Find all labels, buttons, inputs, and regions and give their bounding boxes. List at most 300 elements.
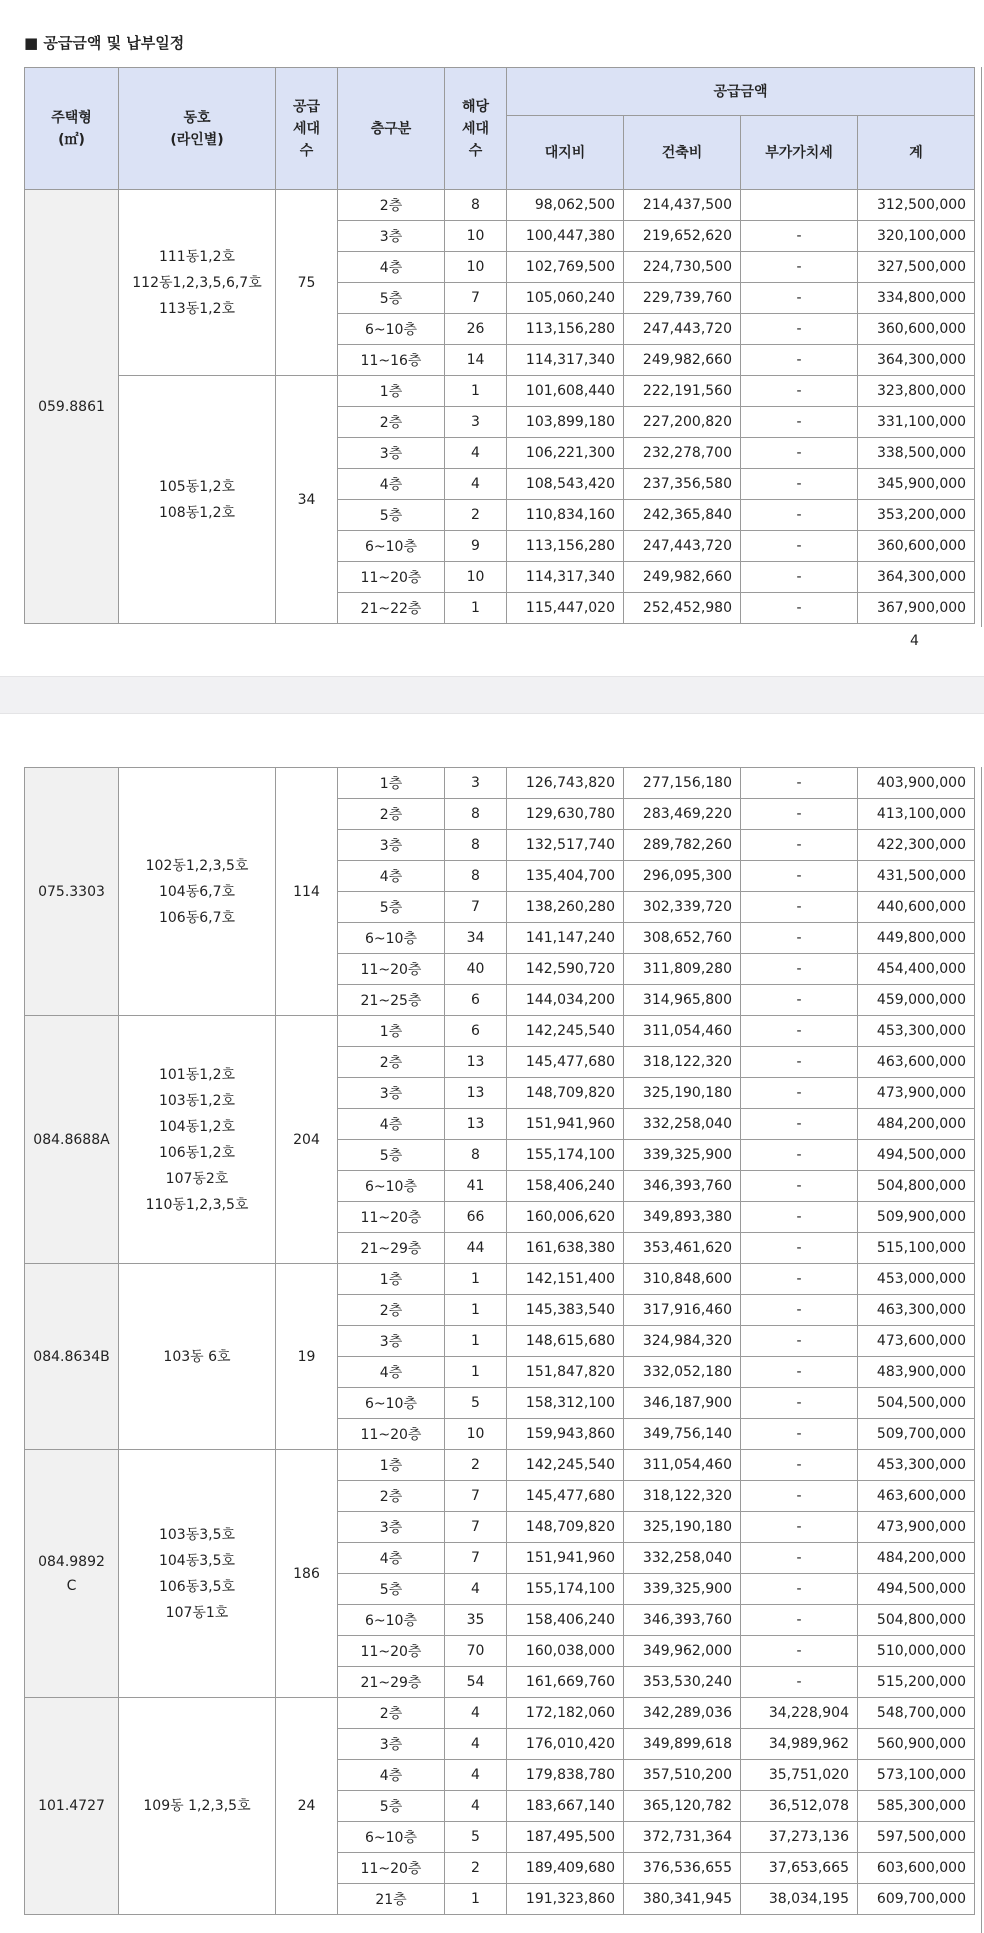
total-price-cell: 509,900,000 bbox=[858, 1202, 975, 1233]
floor-cell: 6~10층 bbox=[338, 1822, 445, 1853]
floor-cell: 3층 bbox=[338, 1512, 445, 1543]
floor-cell: 4층 bbox=[338, 1760, 445, 1791]
floor-cell: 3층 bbox=[338, 1078, 445, 1109]
land-price-cell: 158,406,240 bbox=[507, 1605, 624, 1636]
floor-cell: 4층 bbox=[338, 1357, 445, 1388]
floor-cell: 1층 bbox=[338, 1450, 445, 1481]
floor-units-cell: 44 bbox=[445, 1233, 507, 1264]
floor-units-cell: 35 bbox=[445, 1605, 507, 1636]
land-price-cell: 183,667,140 bbox=[507, 1791, 624, 1822]
land-price-cell: 191,323,860 bbox=[507, 1884, 624, 1915]
land-price-cell: 142,151,400 bbox=[507, 1264, 624, 1295]
land-price-cell: 148,709,820 bbox=[507, 1512, 624, 1543]
floor-units-cell: 10 bbox=[445, 1419, 507, 1450]
supply-price-table-page-2 bbox=[24, 767, 975, 1915]
floor-units-cell: 7 bbox=[445, 892, 507, 923]
floor-cell: 3층 bbox=[338, 438, 445, 469]
page-number: 4 bbox=[910, 633, 919, 649]
total-price-cell: 484,200,000 bbox=[858, 1543, 975, 1574]
land-price-cell: 145,477,680 bbox=[507, 1481, 624, 1512]
building-price-cell: 247,443,720 bbox=[624, 531, 741, 562]
vat-cell: - bbox=[741, 1512, 858, 1543]
vat-cell: - bbox=[741, 830, 858, 861]
floor-units-cell: 6 bbox=[445, 985, 507, 1016]
land-price-cell: 142,590,720 bbox=[507, 954, 624, 985]
building-price-cell: 349,962,000 bbox=[624, 1636, 741, 1667]
total-price-cell: 453,000,000 bbox=[858, 1264, 975, 1295]
floor-units-cell: 10 bbox=[445, 562, 507, 593]
vat-cell: - bbox=[741, 923, 858, 954]
building-price-cell: 247,443,720 bbox=[624, 314, 741, 345]
total-price-cell: 453,300,000 bbox=[858, 1450, 975, 1481]
building-price-cell: 380,341,945 bbox=[624, 1884, 741, 1915]
building-price-cell: 249,982,660 bbox=[624, 345, 741, 376]
floor-units-cell: 1 bbox=[445, 1295, 507, 1326]
building-price-cell: 224,730,500 bbox=[624, 252, 741, 283]
floor-cell: 5층 bbox=[338, 1574, 445, 1605]
land-price-cell: 110,834,160 bbox=[507, 500, 624, 531]
vat-cell: - bbox=[741, 252, 858, 283]
floor-units-cell: 3 bbox=[445, 407, 507, 438]
building-price-cell: 283,469,220 bbox=[624, 799, 741, 830]
floor-cell: 5층 bbox=[338, 1140, 445, 1171]
land-price-cell: 187,495,500 bbox=[507, 1822, 624, 1853]
total-price-cell: 454,400,000 bbox=[858, 954, 975, 985]
floor-units-cell: 1 bbox=[445, 1264, 507, 1295]
building-price-cell: 222,191,560 bbox=[624, 376, 741, 407]
vat-cell: - bbox=[741, 1295, 858, 1326]
floor-cell: 4층 bbox=[338, 1543, 445, 1574]
total-price-cell: 509,700,000 bbox=[858, 1419, 975, 1450]
floor-units-cell: 1 bbox=[445, 593, 507, 624]
land-price-cell: 106,221,300 bbox=[507, 438, 624, 469]
land-price-cell: 113,156,280 bbox=[507, 314, 624, 345]
land-price-cell: 138,260,280 bbox=[507, 892, 624, 923]
land-price-cell: 160,006,620 bbox=[507, 1202, 624, 1233]
land-price-cell: 102,769,500 bbox=[507, 252, 624, 283]
floor-cell: 21~25층 bbox=[338, 985, 445, 1016]
floor-units-cell: 66 bbox=[445, 1202, 507, 1233]
floor-units-cell: 1 bbox=[445, 376, 507, 407]
vat-cell: - bbox=[741, 562, 858, 593]
floor-units-cell: 2 bbox=[445, 500, 507, 531]
total-price-cell: 463,600,000 bbox=[858, 1047, 975, 1078]
vat-cell: - bbox=[741, 985, 858, 1016]
vat-cell: - bbox=[741, 1109, 858, 1140]
header-row bbox=[25, 68, 975, 116]
vat-cell: - bbox=[741, 1667, 858, 1698]
floor-cell: 11~20층 bbox=[338, 1202, 445, 1233]
dong-ho-cell: 105동1,2호 108동1,2호 bbox=[119, 376, 276, 624]
building-price-cell: 346,393,760 bbox=[624, 1605, 741, 1636]
building-price-cell: 324,984,320 bbox=[624, 1326, 741, 1357]
floor-cell: 11~20층 bbox=[338, 1419, 445, 1450]
vat-cell: 36,512,078 bbox=[741, 1791, 858, 1822]
vat-cell: - bbox=[741, 1326, 858, 1357]
land-price-cell: 176,010,420 bbox=[507, 1729, 624, 1760]
building-price-cell: 349,756,140 bbox=[624, 1419, 741, 1450]
floor-cell: 21~22층 bbox=[338, 593, 445, 624]
supply-price-table-page-1 bbox=[24, 67, 975, 624]
total-price-cell: 338,500,000 bbox=[858, 438, 975, 469]
building-price-cell: 317,916,460 bbox=[624, 1295, 741, 1326]
vat-cell: - bbox=[741, 345, 858, 376]
floor-units-cell: 1 bbox=[445, 1326, 507, 1357]
floor-cell: 1층 bbox=[338, 768, 445, 799]
floor-cell: 5층 bbox=[338, 892, 445, 923]
page-separator bbox=[0, 676, 984, 714]
supply-units-cell: 204 bbox=[276, 1016, 338, 1264]
header-land: 대지비 bbox=[507, 116, 624, 190]
building-price-cell: 332,258,040 bbox=[624, 1543, 741, 1574]
building-price-cell: 237,356,580 bbox=[624, 469, 741, 500]
vat-cell: 35,751,020 bbox=[741, 1760, 858, 1791]
land-price-cell: 189,409,680 bbox=[507, 1853, 624, 1884]
vat-cell: - bbox=[741, 1481, 858, 1512]
building-price-cell: 318,122,320 bbox=[624, 1481, 741, 1512]
header-supply-units: 공급 세대 수 bbox=[276, 68, 338, 190]
total-price-cell: 364,300,000 bbox=[858, 345, 975, 376]
total-price-cell: 331,100,000 bbox=[858, 407, 975, 438]
vat-cell: - bbox=[741, 1047, 858, 1078]
floor-cell: 5층 bbox=[338, 500, 445, 531]
land-price-cell: 114,317,340 bbox=[507, 345, 624, 376]
vat-cell: - bbox=[741, 531, 858, 562]
floor-cell: 6~10층 bbox=[338, 314, 445, 345]
floor-cell: 21층 bbox=[338, 1884, 445, 1915]
total-price-cell: 585,300,000 bbox=[858, 1791, 975, 1822]
floor-cell: 2층 bbox=[338, 190, 445, 221]
floor-cell: 4층 bbox=[338, 252, 445, 283]
supply-units-cell: 34 bbox=[276, 376, 338, 624]
vat-cell: - bbox=[741, 1450, 858, 1481]
supply-units-cell: 19 bbox=[276, 1264, 338, 1450]
floor-units-cell: 70 bbox=[445, 1636, 507, 1667]
total-price-cell: 327,500,000 bbox=[858, 252, 975, 283]
floor-units-cell: 4 bbox=[445, 1760, 507, 1791]
total-price-cell: 515,100,000 bbox=[858, 1233, 975, 1264]
total-price-cell: 312,500,000 bbox=[858, 190, 975, 221]
total-price-cell: 548,700,000 bbox=[858, 1698, 975, 1729]
total-price-cell: 463,600,000 bbox=[858, 1481, 975, 1512]
vat-cell: - bbox=[741, 1202, 858, 1233]
building-price-cell: 332,258,040 bbox=[624, 1109, 741, 1140]
land-price-cell: 151,847,820 bbox=[507, 1357, 624, 1388]
floor-cell: 4층 bbox=[338, 1109, 445, 1140]
floor-cell: 1층 bbox=[338, 376, 445, 407]
land-price-cell: 151,941,960 bbox=[507, 1543, 624, 1574]
land-price-cell: 148,709,820 bbox=[507, 1078, 624, 1109]
land-price-cell: 158,312,100 bbox=[507, 1388, 624, 1419]
supply-units-cell: 75 bbox=[276, 190, 338, 376]
vat-cell: - bbox=[741, 1357, 858, 1388]
vat-cell: - bbox=[741, 500, 858, 531]
header-total: 계 bbox=[858, 116, 975, 190]
floor-units-cell: 7 bbox=[445, 1481, 507, 1512]
floor-units-cell: 7 bbox=[445, 1543, 507, 1574]
building-price-cell: 227,200,820 bbox=[624, 407, 741, 438]
vat-cell: - bbox=[741, 861, 858, 892]
floor-cell: 6~10층 bbox=[338, 923, 445, 954]
vat-cell: 38,034,195 bbox=[741, 1884, 858, 1915]
land-price-cell: 129,630,780 bbox=[507, 799, 624, 830]
building-price-cell: 339,325,900 bbox=[624, 1574, 741, 1605]
floor-cell: 2층 bbox=[338, 799, 445, 830]
vat-cell: - bbox=[741, 1078, 858, 1109]
land-price-cell: 148,615,680 bbox=[507, 1326, 624, 1357]
building-price-cell: 353,530,240 bbox=[624, 1667, 741, 1698]
land-price-cell: 145,477,680 bbox=[507, 1047, 624, 1078]
building-price-cell: 311,054,460 bbox=[624, 1450, 741, 1481]
dong-ho-cell: 109동 1,2,3,5호 bbox=[119, 1698, 276, 1915]
table-edge-line bbox=[981, 767, 982, 1933]
building-price-cell: 229,739,760 bbox=[624, 283, 741, 314]
supply-units-cell: 186 bbox=[276, 1450, 338, 1698]
building-price-cell: 214,437,500 bbox=[624, 190, 741, 221]
building-price-cell: 318,122,320 bbox=[624, 1047, 741, 1078]
floor-units-cell: 10 bbox=[445, 252, 507, 283]
floor-cell: 6~10층 bbox=[338, 1388, 445, 1419]
building-price-cell: 310,848,600 bbox=[624, 1264, 741, 1295]
vat-cell: - bbox=[741, 283, 858, 314]
land-price-cell: 135,404,700 bbox=[507, 861, 624, 892]
floor-units-cell: 2 bbox=[445, 1450, 507, 1481]
floor-units-cell: 4 bbox=[445, 1698, 507, 1729]
floor-units-cell: 34 bbox=[445, 923, 507, 954]
vat-cell: - bbox=[741, 1419, 858, 1450]
header-house-type: 주택형 (㎡) bbox=[25, 68, 119, 190]
building-price-cell: 232,278,700 bbox=[624, 438, 741, 469]
table-row bbox=[25, 1264, 975, 1295]
floor-cell: 21~29층 bbox=[338, 1233, 445, 1264]
land-price-cell: 141,147,240 bbox=[507, 923, 624, 954]
section-title: ■ 공급금액 및 납부일정 bbox=[24, 34, 185, 52]
total-price-cell: 422,300,000 bbox=[858, 830, 975, 861]
building-price-cell: 302,339,720 bbox=[624, 892, 741, 923]
vat-cell: - bbox=[741, 1171, 858, 1202]
vat-cell: - bbox=[741, 954, 858, 985]
total-price-cell: 473,600,000 bbox=[858, 1326, 975, 1357]
total-price-cell: 364,300,000 bbox=[858, 562, 975, 593]
total-price-cell: 504,500,000 bbox=[858, 1388, 975, 1419]
floor-cell: 3층 bbox=[338, 830, 445, 861]
land-price-cell: 126,743,820 bbox=[507, 768, 624, 799]
floor-units-cell: 13 bbox=[445, 1078, 507, 1109]
floor-cell: 4층 bbox=[338, 469, 445, 500]
floor-units-cell: 8 bbox=[445, 190, 507, 221]
table-edge-line bbox=[981, 67, 982, 627]
total-price-cell: 360,600,000 bbox=[858, 314, 975, 345]
vat-cell: - bbox=[741, 892, 858, 923]
total-price-cell: 597,500,000 bbox=[858, 1822, 975, 1853]
vat-cell: - bbox=[741, 1388, 858, 1419]
supply-units-cell: 114 bbox=[276, 768, 338, 1016]
land-price-cell: 160,038,000 bbox=[507, 1636, 624, 1667]
vat-cell: - bbox=[741, 1543, 858, 1574]
vat-cell: - bbox=[741, 469, 858, 500]
total-price-cell: 609,700,000 bbox=[858, 1884, 975, 1915]
floor-units-cell: 7 bbox=[445, 1512, 507, 1543]
floor-units-cell: 4 bbox=[445, 1791, 507, 1822]
total-price-cell: 560,900,000 bbox=[858, 1729, 975, 1760]
floor-units-cell: 4 bbox=[445, 469, 507, 500]
floor-units-cell: 8 bbox=[445, 861, 507, 892]
dong-ho-cell: 103동3,5호 104동3,5호 106동3,5호 107동1호 bbox=[119, 1450, 276, 1698]
vat-cell: - bbox=[741, 1605, 858, 1636]
floor-units-cell: 5 bbox=[445, 1822, 507, 1853]
total-price-cell: 459,000,000 bbox=[858, 985, 975, 1016]
total-price-cell: 320,100,000 bbox=[858, 221, 975, 252]
land-price-cell: 113,156,280 bbox=[507, 531, 624, 562]
building-price-cell: 296,095,300 bbox=[624, 861, 741, 892]
vat-cell: - bbox=[741, 1233, 858, 1264]
land-price-cell: 144,034,200 bbox=[507, 985, 624, 1016]
building-price-cell: 349,899,618 bbox=[624, 1729, 741, 1760]
floor-units-cell: 10 bbox=[445, 221, 507, 252]
total-price-cell: 431,500,000 bbox=[858, 861, 975, 892]
floor-cell: 2층 bbox=[338, 1698, 445, 1729]
land-price-cell: 179,838,780 bbox=[507, 1760, 624, 1791]
total-price-cell: 483,900,000 bbox=[858, 1357, 975, 1388]
building-price-cell: 325,190,180 bbox=[624, 1078, 741, 1109]
total-price-cell: 473,900,000 bbox=[858, 1078, 975, 1109]
total-price-cell: 413,100,000 bbox=[858, 799, 975, 830]
vat-cell: - bbox=[741, 593, 858, 624]
floor-cell: 3층 bbox=[338, 1326, 445, 1357]
total-price-cell: 504,800,000 bbox=[858, 1171, 975, 1202]
floor-cell: 6~10층 bbox=[338, 1171, 445, 1202]
floor-cell: 21~29층 bbox=[338, 1667, 445, 1698]
floor-cell: 1층 bbox=[338, 1016, 445, 1047]
header-floor-units: 해당 세대 수 bbox=[445, 68, 507, 190]
house-type-cell: 101.4727 bbox=[25, 1698, 119, 1915]
total-price-cell: 334,800,000 bbox=[858, 283, 975, 314]
floor-units-cell: 8 bbox=[445, 799, 507, 830]
building-price-cell: 376,536,655 bbox=[624, 1853, 741, 1884]
floor-units-cell: 4 bbox=[445, 438, 507, 469]
floor-units-cell: 13 bbox=[445, 1109, 507, 1140]
building-price-cell: 249,982,660 bbox=[624, 562, 741, 593]
floor-cell: 3층 bbox=[338, 1729, 445, 1760]
table-row bbox=[25, 1016, 975, 1047]
vat-cell: - bbox=[741, 314, 858, 345]
supply-units-cell: 24 bbox=[276, 1698, 338, 1915]
land-price-cell: 105,060,240 bbox=[507, 283, 624, 314]
land-price-cell: 155,174,100 bbox=[507, 1574, 624, 1605]
building-price-cell: 342,289,036 bbox=[624, 1698, 741, 1729]
building-price-cell: 311,809,280 bbox=[624, 954, 741, 985]
total-price-cell: 484,200,000 bbox=[858, 1109, 975, 1140]
header-building: 건축비 bbox=[624, 116, 741, 190]
floor-units-cell: 7 bbox=[445, 283, 507, 314]
vat-cell: - bbox=[741, 407, 858, 438]
total-price-cell: 449,800,000 bbox=[858, 923, 975, 954]
house-type-cell: 075.3303 bbox=[25, 768, 119, 1016]
dong-ho-cell: 103동 6호 bbox=[119, 1264, 276, 1450]
header-floor: 층구분 bbox=[338, 68, 445, 190]
building-price-cell: 219,652,620 bbox=[624, 221, 741, 252]
land-price-cell: 142,245,540 bbox=[507, 1016, 624, 1047]
floor-units-cell: 40 bbox=[445, 954, 507, 985]
land-price-cell: 155,174,100 bbox=[507, 1140, 624, 1171]
vat-cell bbox=[741, 190, 858, 221]
building-price-cell: 346,187,900 bbox=[624, 1388, 741, 1419]
building-price-cell: 277,156,180 bbox=[624, 768, 741, 799]
floor-units-cell: 54 bbox=[445, 1667, 507, 1698]
floor-units-cell: 9 bbox=[445, 531, 507, 562]
land-price-cell: 161,669,760 bbox=[507, 1667, 624, 1698]
floor-cell: 3층 bbox=[338, 221, 445, 252]
land-price-cell: 145,383,540 bbox=[507, 1295, 624, 1326]
land-price-cell: 114,317,340 bbox=[507, 562, 624, 593]
floor-units-cell: 26 bbox=[445, 314, 507, 345]
floor-cell: 2층 bbox=[338, 1481, 445, 1512]
building-price-cell: 349,893,380 bbox=[624, 1202, 741, 1233]
land-price-cell: 115,447,020 bbox=[507, 593, 624, 624]
land-price-cell: 132,517,740 bbox=[507, 830, 624, 861]
total-price-cell: 403,900,000 bbox=[858, 768, 975, 799]
vat-cell: - bbox=[741, 376, 858, 407]
building-price-cell: 339,325,900 bbox=[624, 1140, 741, 1171]
floor-cell: 11~20층 bbox=[338, 1636, 445, 1667]
building-price-cell: 353,461,620 bbox=[624, 1233, 741, 1264]
building-price-cell: 242,365,840 bbox=[624, 500, 741, 531]
total-price-cell: 360,600,000 bbox=[858, 531, 975, 562]
vat-cell: 37,653,665 bbox=[741, 1853, 858, 1884]
header-vat: 부가가치세 bbox=[741, 116, 858, 190]
floor-cell: 11~20층 bbox=[338, 1853, 445, 1884]
land-price-cell: 98,062,500 bbox=[507, 190, 624, 221]
total-price-cell: 510,000,000 bbox=[858, 1636, 975, 1667]
vat-cell: - bbox=[741, 1636, 858, 1667]
vat-cell: - bbox=[741, 1140, 858, 1171]
floor-cell: 11~20층 bbox=[338, 562, 445, 593]
total-price-cell: 463,300,000 bbox=[858, 1295, 975, 1326]
total-price-cell: 323,800,000 bbox=[858, 376, 975, 407]
building-price-cell: 314,965,800 bbox=[624, 985, 741, 1016]
floor-cell: 2층 bbox=[338, 1047, 445, 1078]
dong-ho-cell: 102동1,2,3,5호 104동6,7호 106동6,7호 bbox=[119, 768, 276, 1016]
house-type-cell: 084.9892 C bbox=[25, 1450, 119, 1698]
total-price-cell: 494,500,000 bbox=[858, 1140, 975, 1171]
total-price-cell: 367,900,000 bbox=[858, 593, 975, 624]
floor-units-cell: 8 bbox=[445, 830, 507, 861]
dong-ho-cell: 101동1,2호 103동1,2호 104동1,2호 106동1,2호 107동2호 110동1,2,3,5호 bbox=[119, 1016, 276, 1264]
floor-units-cell: 8 bbox=[445, 1140, 507, 1171]
total-price-cell: 504,800,000 bbox=[858, 1605, 975, 1636]
floor-units-cell: 13 bbox=[445, 1047, 507, 1078]
floor-units-cell: 14 bbox=[445, 345, 507, 376]
land-price-cell: 103,899,180 bbox=[507, 407, 624, 438]
vat-cell: - bbox=[741, 1016, 858, 1047]
total-price-cell: 603,600,000 bbox=[858, 1853, 975, 1884]
total-price-cell: 573,100,000 bbox=[858, 1760, 975, 1791]
vat-cell: - bbox=[741, 799, 858, 830]
floor-units-cell: 1 bbox=[445, 1357, 507, 1388]
floor-units-cell: 4 bbox=[445, 1729, 507, 1760]
floor-cell: 5층 bbox=[338, 283, 445, 314]
table-row bbox=[25, 376, 975, 407]
house-type-cell: 084.8688A bbox=[25, 1016, 119, 1264]
building-price-cell: 289,782,260 bbox=[624, 830, 741, 861]
vat-cell: 34,989,962 bbox=[741, 1729, 858, 1760]
floor-units-cell: 1 bbox=[445, 1884, 507, 1915]
building-price-cell: 332,052,180 bbox=[624, 1357, 741, 1388]
building-price-cell: 308,652,760 bbox=[624, 923, 741, 954]
house-type-cell: 084.8634B bbox=[25, 1264, 119, 1450]
total-price-cell: 515,200,000 bbox=[858, 1667, 975, 1698]
building-price-cell: 372,731,364 bbox=[624, 1822, 741, 1853]
